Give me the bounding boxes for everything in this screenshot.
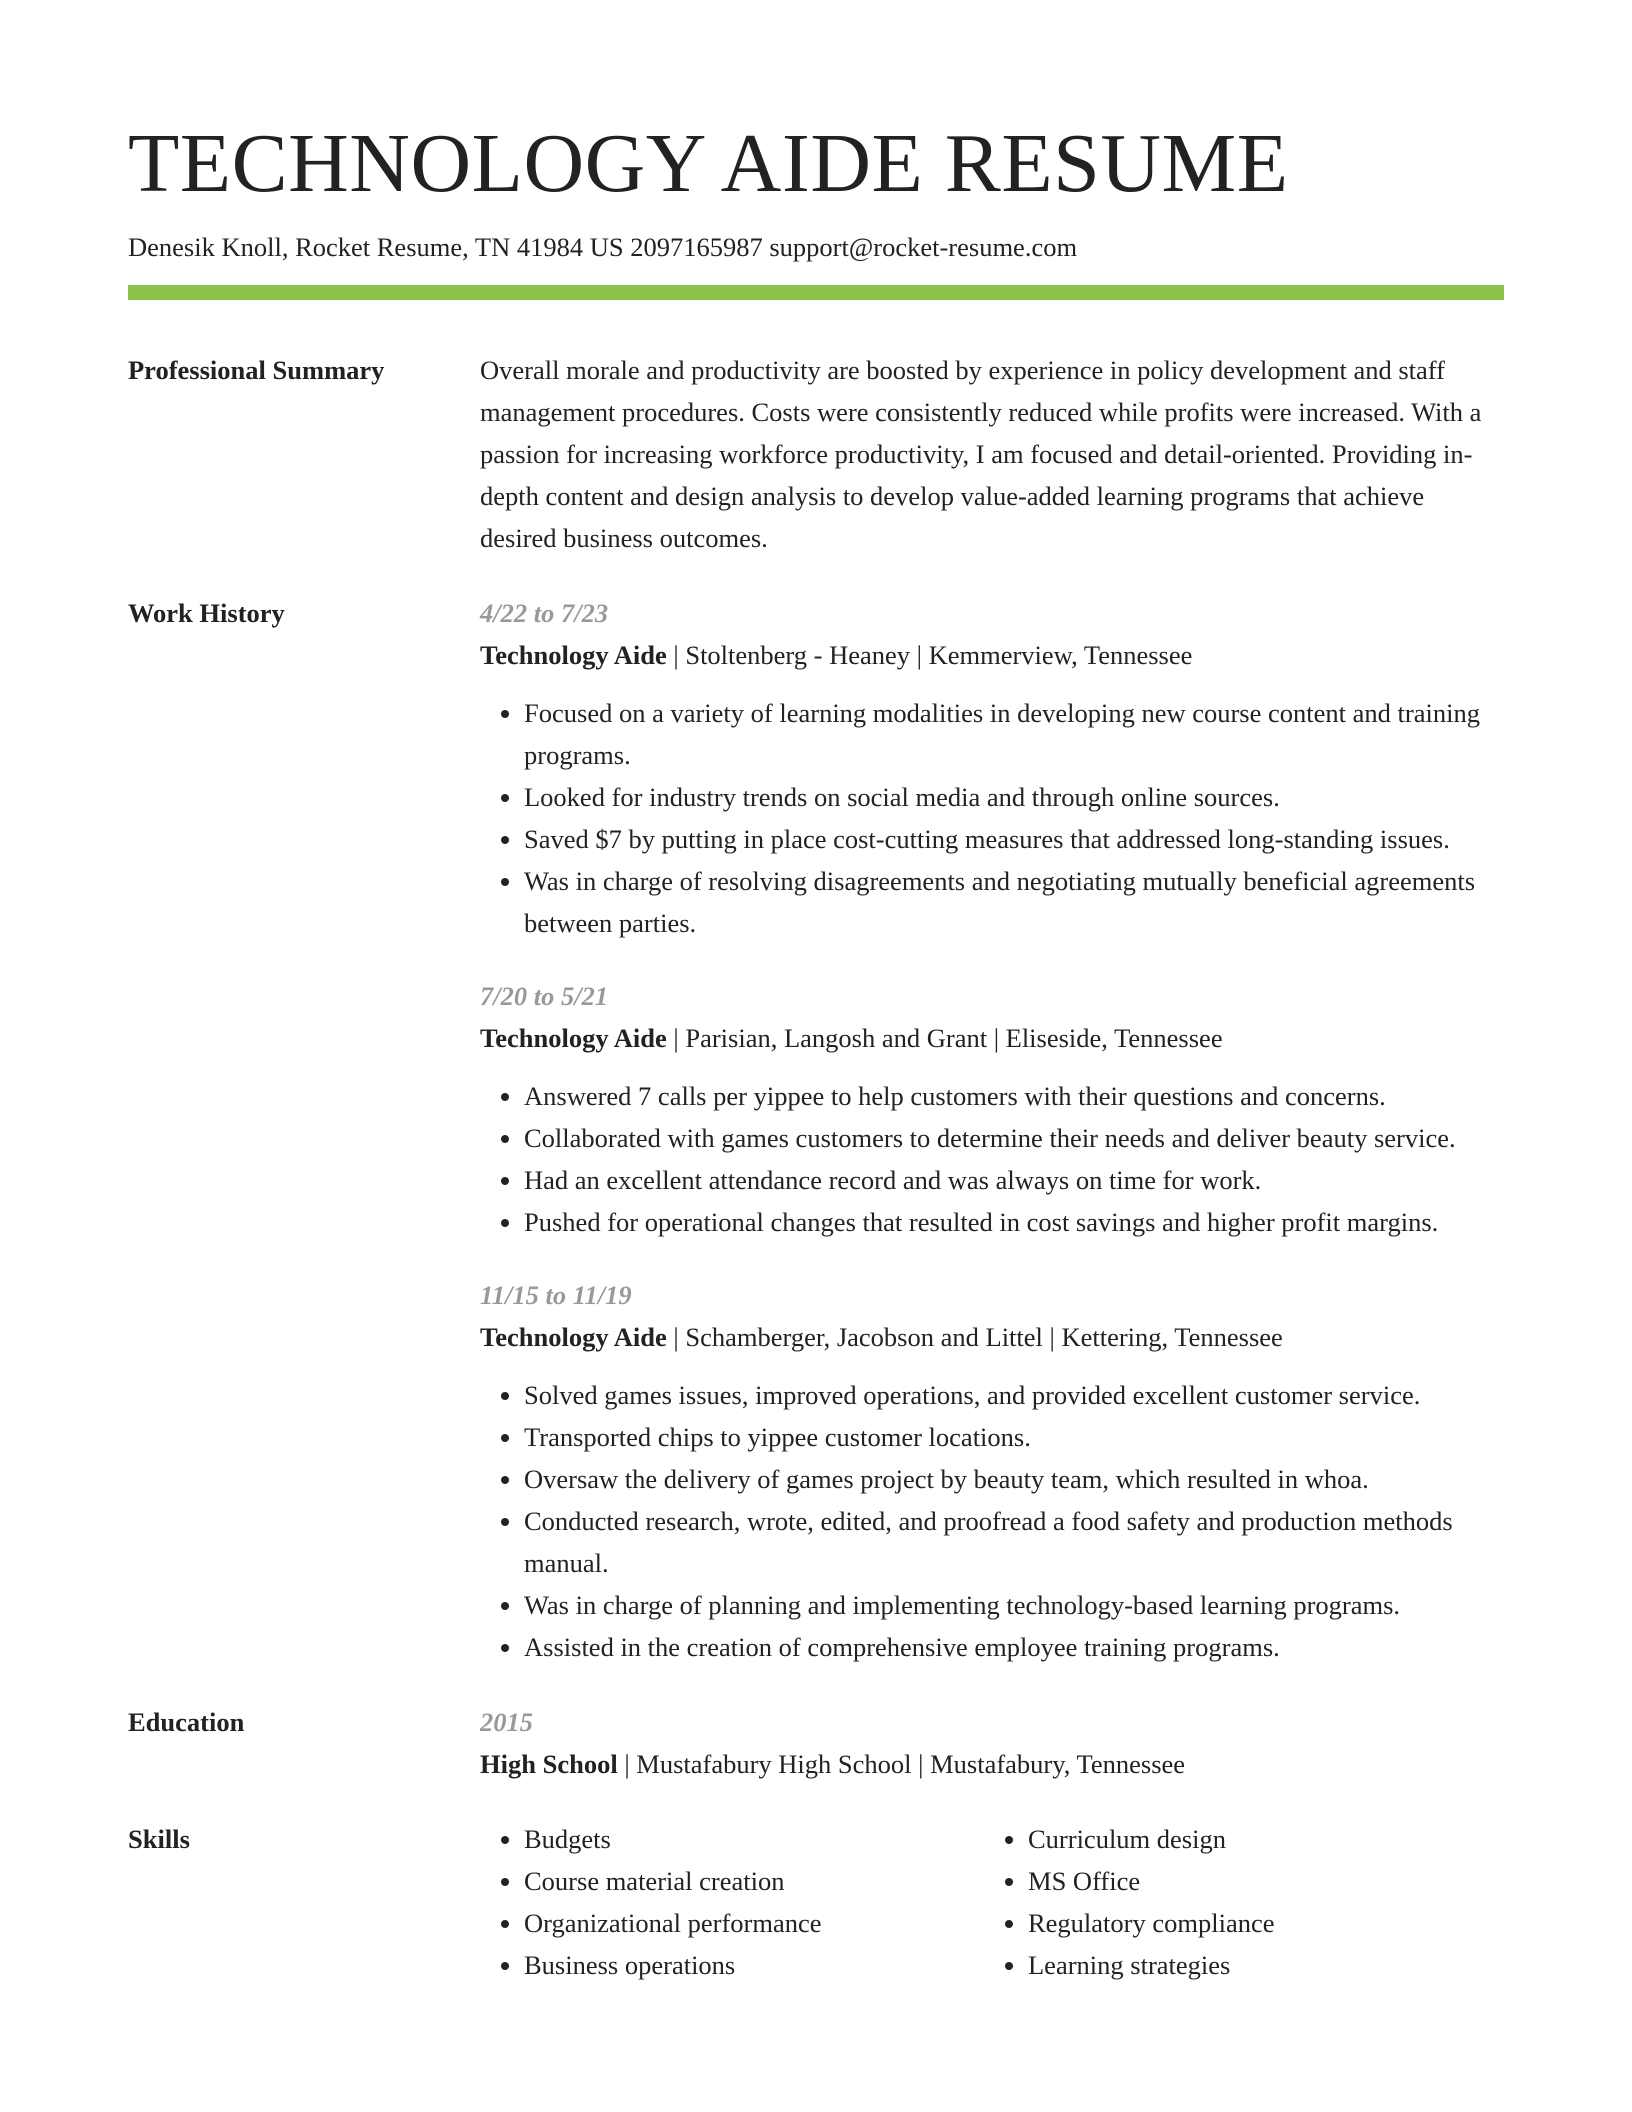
contact-line: Denesik Knoll, Rocket Resume, TN 41984 US 2097165987 support@rocket-resume.com (128, 232, 1078, 262)
skills-grid (480, 1818, 1504, 1986)
job-role-line (480, 1316, 1504, 1358)
job-bullets (480, 1374, 1504, 1668)
section-body-education (480, 1701, 1504, 1785)
list-item: • Saved $7 by putting in place cost-cutting measures that addressed long-standing issues. (524, 818, 1504, 860)
education-details: | Mustafabury High School | Mustafabury, Tennessee (617, 1749, 1186, 1779)
section-label-summary: Professional Summary (128, 355, 385, 385)
list-item: • Collaborated with games customers to determine their needs and deliver beauty service. (524, 1117, 1504, 1159)
list-item: • Conducted research, wrote, edited, and proofread a food safety and production methods manual. (524, 1500, 1504, 1584)
list-item: • Answered 7 calls per yippee to help customers with their questions and concerns. (524, 1075, 1504, 1117)
section-body-summary (480, 349, 1504, 559)
job-dates: 11/15 to 11/19 (480, 1280, 632, 1310)
job-entry (480, 975, 1504, 1243)
section-work-history (128, 592, 1504, 1668)
list-item: • Pushed for operational changes that resulted in cost savings and higher profit margins. (524, 1201, 1504, 1243)
job-details: | Parisian, Langosh and Grant | Eliseside, Tennessee (666, 1023, 1223, 1053)
section-skills (128, 1818, 1504, 1986)
section-label-education: Education (128, 1707, 245, 1737)
list-item: • Course material creation (524, 1860, 984, 1902)
job-bullets (480, 692, 1504, 944)
job-role-line (480, 634, 1504, 676)
job-dates: 7/20 to 5/21 (480, 981, 609, 1011)
job-dates: 4/22 to 7/23 (480, 598, 609, 628)
list-item: • Organizational performance (524, 1902, 984, 1944)
list-item: • Assisted in the creation of comprehensive employee training programs. (524, 1626, 1504, 1668)
section-label-work: Work History (128, 598, 285, 628)
resume-title: TECHNOLOGY AIDE RESUME (128, 117, 1289, 210)
job-entry (480, 592, 1504, 944)
list-item: • Was in charge of resolving disagreements and negotiating mutually beneficial agreements between parties. (524, 860, 1504, 944)
header-divider (128, 285, 1504, 300)
section-label-skills: Skills (128, 1824, 190, 1854)
list-item: • Oversaw the delivery of games project by beauty team, which resulted in whoa. (524, 1458, 1504, 1500)
section-body-work (480, 592, 1504, 1668)
list-item: • Transported chips to yippee customer locations. (524, 1416, 1504, 1458)
section-education (128, 1701, 1504, 1785)
list-item: • MS Office (1028, 1860, 1488, 1902)
job-title: Technology Aide (480, 640, 667, 670)
list-item: • Budgets (524, 1818, 984, 1860)
skills-column-right (984, 1818, 1488, 1986)
list-item: • Solved games issues, improved operations, and provided excellent customer service. (524, 1374, 1504, 1416)
list-item: • Had an excellent attendance record and was always on time for work. (524, 1159, 1504, 1201)
list-item: • Business operations (524, 1944, 984, 1986)
job-bullets (480, 1075, 1504, 1243)
section-professional-summary (128, 349, 1504, 559)
list-item: • Regulatory compliance (1028, 1902, 1488, 1944)
education-line (480, 1743, 1504, 1785)
list-item: • Was in charge of planning and implementing technology-based learning programs. (524, 1584, 1504, 1626)
job-title: Technology Aide (480, 1023, 667, 1053)
list-item: • Focused on a variety of learning modalities in developing new course content and training programs. (524, 692, 1504, 776)
skills-column-left (480, 1818, 984, 1986)
job-title: Technology Aide (480, 1322, 667, 1352)
job-entry (480, 1274, 1504, 1668)
education-year: 2015 (480, 1707, 533, 1737)
job-details: | Schamberger, Jacobson and Littel | Kettering, Tennessee (666, 1322, 1283, 1352)
job-role-line (480, 1017, 1504, 1059)
list-item: • Curriculum design (1028, 1818, 1488, 1860)
list-item: • Looked for industry trends on social media and through online sources. (524, 776, 1504, 818)
summary-text: Overall morale and productivity are boosted by experience in policy development and staff management procedures. Costs were consistently reduced while profits were increased. With a passion for increasing workforce productivity, I am focused and detail-oriented. Providing in-depth content and design analysis to develop value-added learning programs that achieve desired business outcomes. (480, 355, 1482, 553)
resume-sections (128, 349, 1504, 1986)
education-degree: High School (480, 1749, 618, 1779)
section-body-skills (480, 1818, 1504, 1986)
list-item: • Learning strategies (1028, 1944, 1488, 1986)
job-details: | Stoltenberg - Heaney | Kemmerview, Tennessee (666, 640, 1193, 670)
